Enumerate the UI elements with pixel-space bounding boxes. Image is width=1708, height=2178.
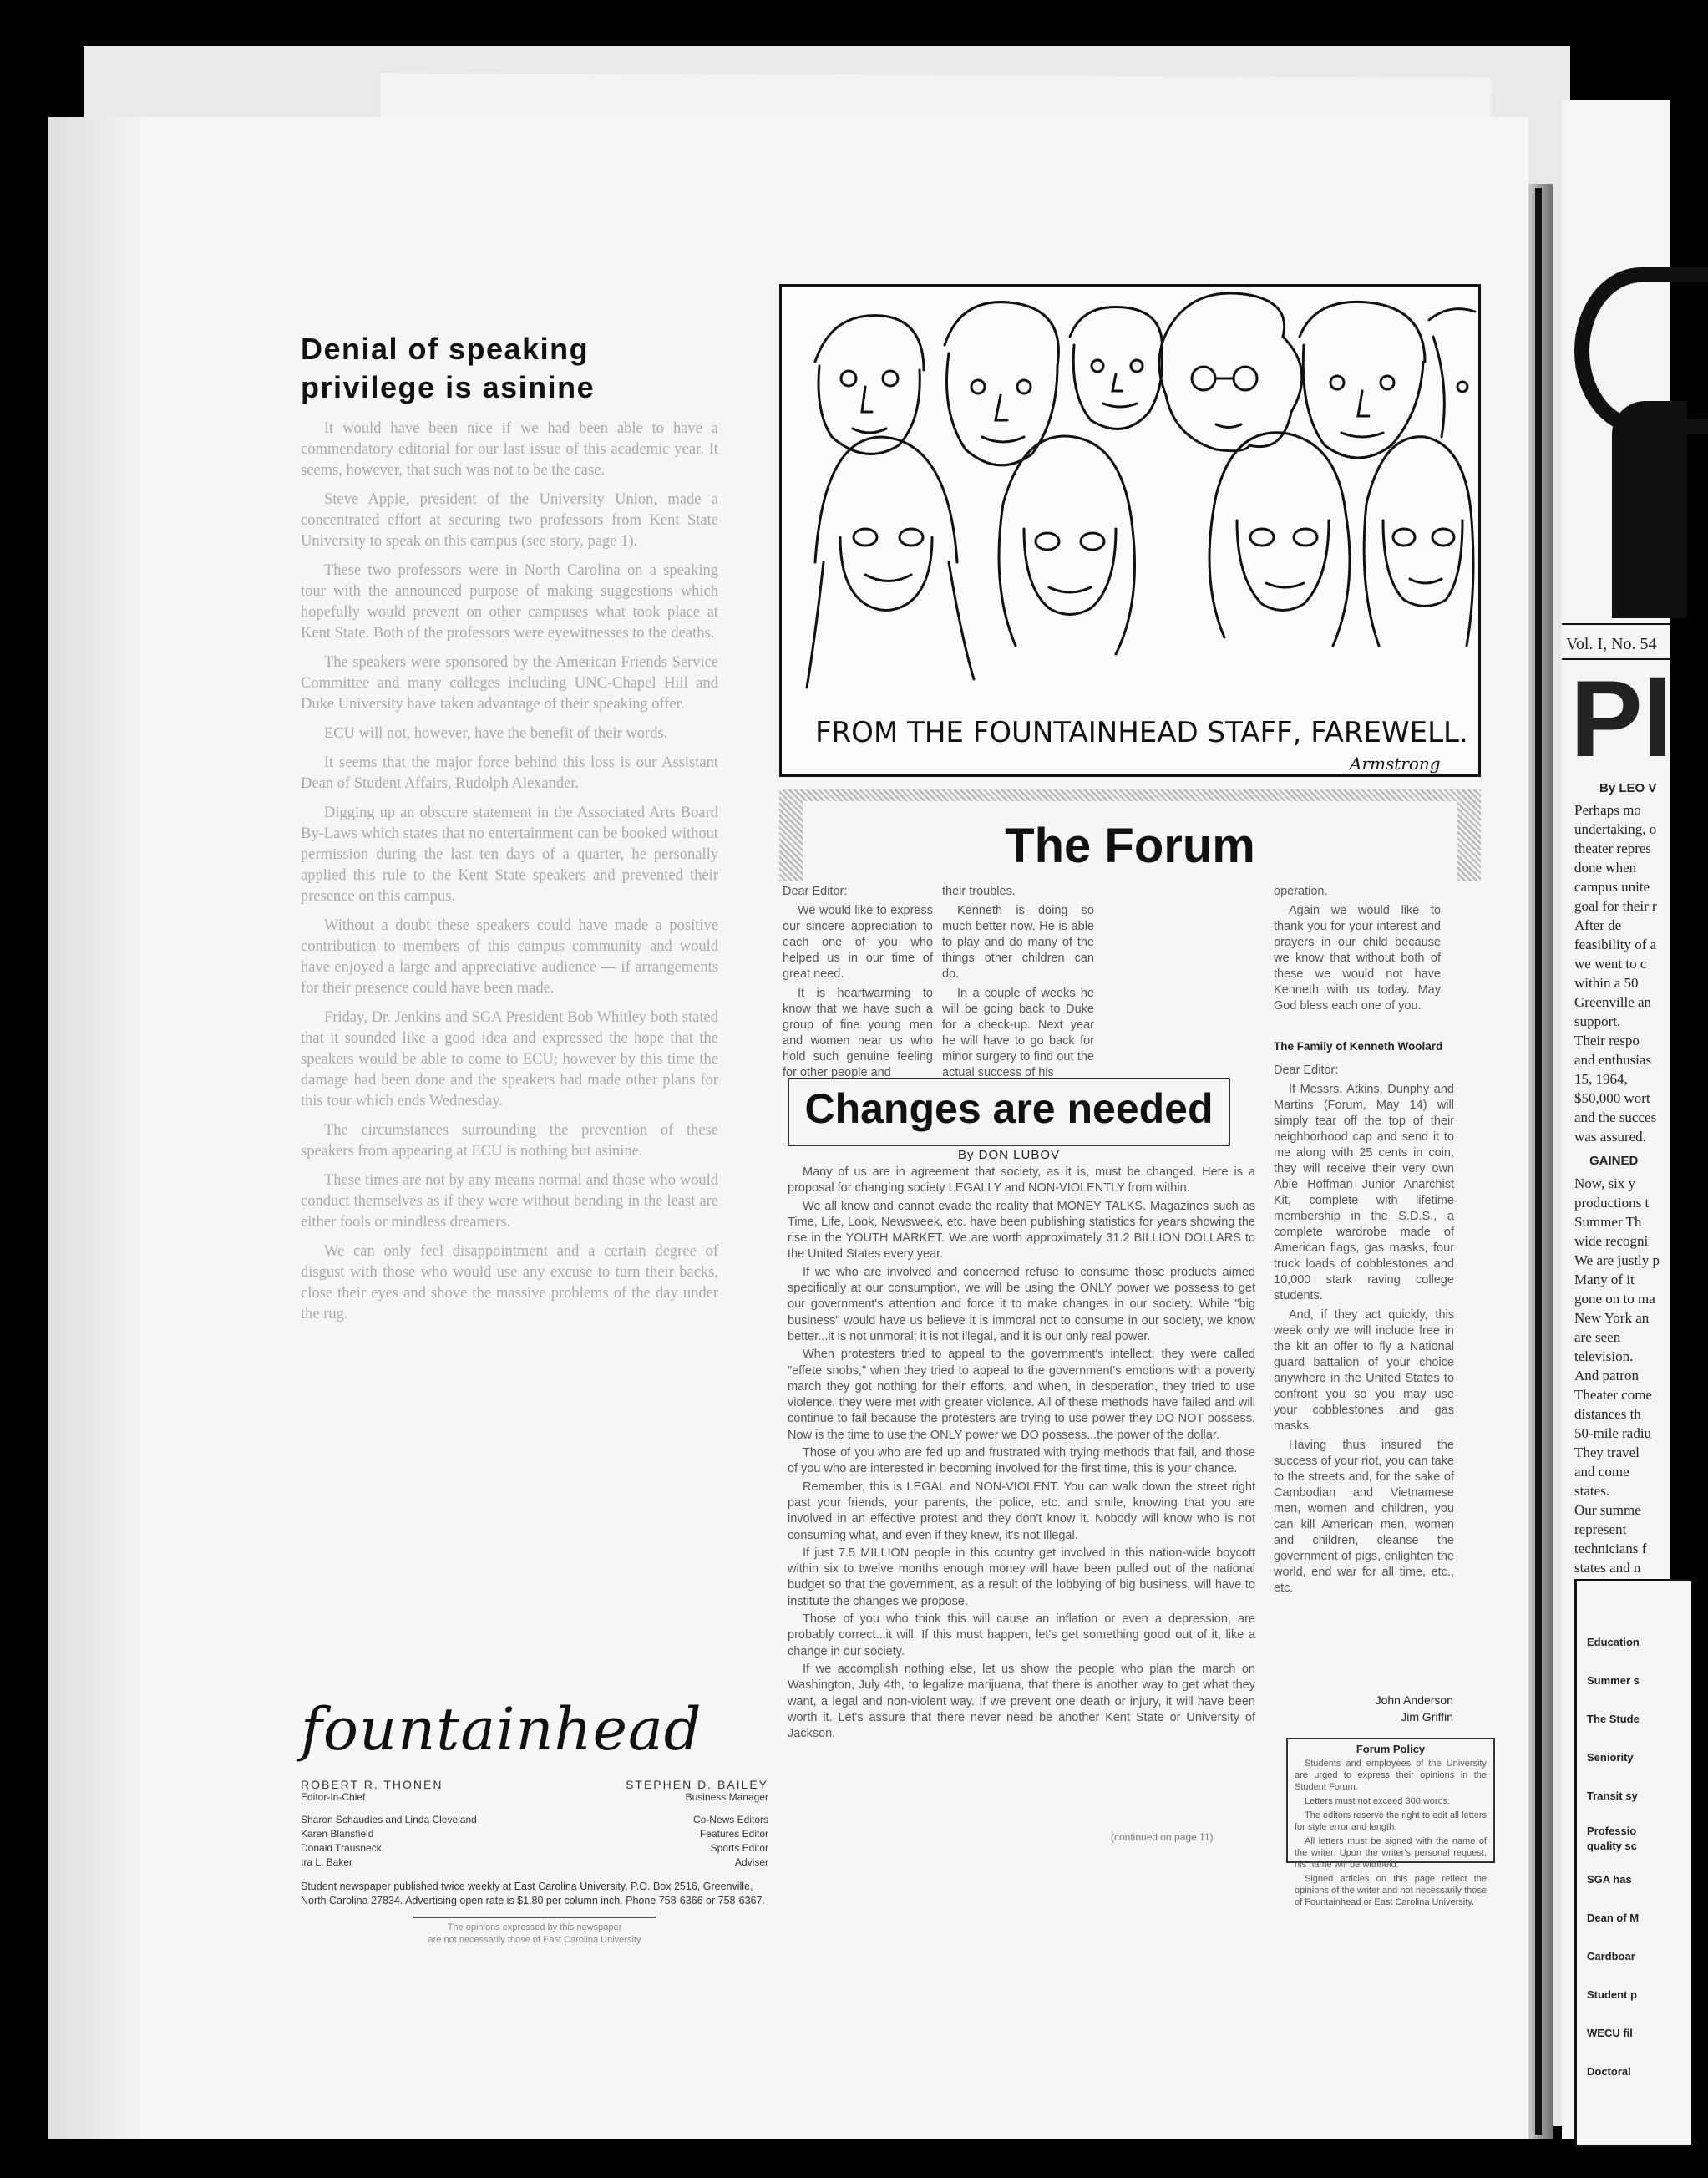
text-line: Perhaps mo: [1574, 802, 1641, 818]
text-line: television.: [1574, 1348, 1634, 1364]
index-item: Student p: [1587, 1988, 1637, 2001]
letter-signatures: [1303, 1692, 1453, 1725]
index-item: Seniority: [1587, 1751, 1634, 1764]
editorial-paragraph: Without a doubt these speakers could have made a positive contribution to members of this campus community and would have enjoyed a large and appreciative audience — if arrangements for their presence could have been made.: [301, 917, 718, 997]
editorial-title: [301, 330, 718, 407]
letter-paragraph: Having thus insured the success of your riot, you can take to the streets and, for the sake of Cambodian and Vietnamese men, women and children, you can kill American men, women and children, cleanse the government of pigs, enlighten the world, end war for all time, etc., etc.: [1274, 1439, 1454, 1595]
text-line: New York an: [1574, 1310, 1650, 1326]
forum-banner: [779, 789, 1481, 881]
policy-paragraph: Students and employees of the University are urged to express their opinions in the Student Forum.: [1295, 1759, 1487, 1792]
staff-row: [301, 1856, 768, 1870]
divider: [1562, 623, 1670, 625]
text-line: gone on to ma: [1574, 1291, 1655, 1307]
letter-paragraph: operation.: [1274, 885, 1328, 898]
text-line: distances th: [1574, 1406, 1641, 1422]
editorial-paragraph: These times are not by any means normal and those who would conduct themselves as if they were without bending in the least are either fools or mindless dreamers.: [301, 1172, 718, 1231]
index-item: quality sc: [1587, 1840, 1637, 1852]
face-illustration: [1300, 302, 1425, 458]
text-line: Our summe: [1574, 1502, 1641, 1518]
text-line: and the succes: [1574, 1109, 1657, 1125]
face-illustration: [1429, 309, 1475, 437]
face-illustration: [1209, 433, 1350, 646]
cartoon-signature: Armstrong: [1350, 754, 1441, 774]
continued-note: (continued on page 11): [1111, 1831, 1214, 1843]
editorial-paragraph: Friday, Dr. Jenkins and SGA President Bob Whitley both stated that it sounded like a good idea and expressed the hope that the speakers would be able to come to ECU; however by this time the damage had been done and the speakers had made other plans for this tour which ends Wednesday.: [301, 1009, 718, 1109]
letter-signature: The Family of Kenneth Woolard: [1274, 1040, 1443, 1053]
staff-row: [301, 1827, 768, 1841]
staff-row: [301, 1841, 768, 1856]
letter-salutation: Dear Editor:: [1274, 1064, 1339, 1077]
forum-title: The Forum: [1005, 819, 1255, 873]
text-line: Summer Th: [1574, 1214, 1642, 1230]
text-line: Greenville an: [1574, 994, 1652, 1010]
letter-paragraph: Kenneth is doing so much better now. He is able to play and do many of the things other children can do.: [942, 904, 1094, 981]
text-line: After de: [1574, 917, 1622, 933]
text-line: We are justly p: [1574, 1252, 1660, 1268]
adjacent-page: [1562, 100, 1673, 2139]
text-line: feasibility of a: [1574, 937, 1657, 952]
editorial-paragraph: We can only feel disappointment and a certain degree of disgust with those who would use any excuse to turn their backs, close their eyes and shove the massive problems of the day under the rug.: [301, 1243, 718, 1323]
letter-paragraph: And, if they act quickly, this week only we will include free in the kit an offer to fly a National guard battalion of your choice anywhere in the United States to confront you so you may use your cobblestones and gas masks.: [1274, 1308, 1454, 1433]
letter-paragraph: We would like to express our sincere appreciation to each one of you who helped us in our time of great need.: [783, 904, 933, 981]
staff-list: [301, 1813, 768, 1870]
text-line: Their respo: [1574, 1033, 1640, 1048]
letter-paragraph: Again we would like to thank you for your interest and prayers in our child because we know that without both of these we would not have Kenneth with us today. May God bless each one of you.: [1274, 904, 1441, 1013]
text-line: done when: [1574, 860, 1637, 876]
index-item: Doctoral: [1587, 2065, 1631, 2078]
face-illustration: [807, 437, 974, 688]
text-line: They travel: [1574, 1444, 1640, 1460]
byline: By DON LUBOV: [957, 1148, 1061, 1162]
editorial-title-line2: privilege is asinine: [301, 370, 596, 404]
editorial-paragraph: The speakers were sponsored by the American Friends Service Committee and many colleges including UNC-Chapel Hill and Duke University have taken advantage of their speaking offer.: [301, 654, 718, 713]
article-paragraph: Those of you who think this will cause an inflation or even a depression, are probably correct...it will. If this must happen, let's get something good out of it, like a change in our society.: [788, 1612, 1255, 1658]
text-line: goal for their r: [1574, 898, 1657, 914]
staff-role: Sports Editor: [710, 1842, 768, 1854]
article-paragraph: If we accomplish nothing else, let us show the people who plan the march on Washington, July 4th, to legalize marijuana, that there is another way to get what they want, a legal and non-violent way. If we prevent one death or injury, it will have been worth it. Let's assure that there never need be another Kent State or University of Jackson.: [788, 1662, 1255, 1741]
editorial-paragraph: ECU will not, however, have the benefit of their words.: [324, 725, 668, 742]
text-line: and come: [1574, 1464, 1629, 1480]
page-shadow: [48, 117, 149, 2139]
text-line: Now, six y: [1574, 1175, 1636, 1191]
changes-title: Changes are needed: [804, 1085, 1214, 1132]
text-line: represent: [1574, 1521, 1627, 1537]
text-line: support.: [1574, 1013, 1621, 1029]
staff-role: Adviser: [734, 1856, 768, 1868]
text-line: wide recogni: [1574, 1233, 1649, 1249]
staff-name: Ira L. Baker: [301, 1856, 353, 1868]
index-item: Education: [1587, 1636, 1640, 1648]
manager-role: Business Manager: [685, 1791, 768, 1803]
text-line: are seen: [1574, 1329, 1621, 1345]
index-item: WECU fil: [1587, 2027, 1633, 2039]
text-line: theater repres: [1574, 840, 1652, 856]
face-illustration: [1070, 307, 1162, 429]
masthead-fragment: [1612, 401, 1687, 618]
article-paragraph: Remember, this is LEGAL and NON-VIOLENT. You can walk down the street right past your friends, your parents, the police, etc. and smile, knowing that you are involved in an effective protest and they don't know it. Nobody will know who is not consuming what, and even if they knew, it's not Illegal.: [788, 1480, 1255, 1542]
editor-role: Editor-In-Chief: [301, 1791, 366, 1803]
staff-row: [301, 1813, 768, 1827]
cartoon-caption: FROM THE FOUNTAINHEAD STAFF, FAREWELL.: [815, 716, 1468, 749]
text-line: states.: [1574, 1483, 1610, 1499]
staff-name: Sharon Schaudies and Linda Cleveland: [301, 1814, 477, 1825]
article-paragraph: When protesters tried to appeal to the government's intellect, they were called "effete snobs," when they tried to appeal to the government's emotions with a poverty march they got nothing for their efforts, and when, in desperation, they tried to use violence, they were met with greater violence. All of these methods have failed and will continue to fail because the protesters are trying to use power they DO NOT possess. Now is the time to use the ONLY power we DO possess...the power of the dollar.: [788, 1348, 1255, 1442]
binding-gutter: [1535, 188, 1542, 2135]
forum-letter-column: [1274, 1063, 1454, 1664]
text-line: 50-mile radiu: [1574, 1425, 1652, 1441]
editorial-paragraph: Steve Appie, president of the University Union, made a concentrated effort at securing two professors from Kent State University to speak on this campus (see story, page 1).: [301, 491, 718, 550]
editorial-paragraph: It would have been nice if we had been able to have a commendatory editorial for our last issue of this academic year. It seems, however, that such was not to be the case.: [301, 420, 718, 479]
text-line: $50,000 wort: [1574, 1090, 1650, 1106]
staff-role: Features Editor: [699, 1828, 768, 1840]
article-paragraph: If just 7.5 MILLION people in this country get involved in this nation-wide boycott within six to twelve months enough money will have been pulled out of the national budget so that the government, as a result of the lobbying of big business, will have to institute the changes we propose.: [788, 1546, 1255, 1608]
text-line: Theater come: [1574, 1387, 1652, 1403]
forum-policy-body: [1295, 1758, 1487, 1908]
letter-signature: John Anderson: [1375, 1693, 1453, 1707]
policy-paragraph: All letters must be signed with the name of the writer. Upon the writer's personal request, his name will be withheld.: [1295, 1836, 1487, 1870]
text-line: undertaking, o: [1574, 821, 1657, 837]
manager-name: STEPHEN D. BAILEY: [626, 1778, 768, 1791]
headline-fragment: Pl: [1570, 657, 1673, 779]
byline-fragment: By LEO V: [1599, 781, 1657, 795]
letter-paragraph: their troubles.: [942, 885, 1016, 898]
index-item: Summer s: [1587, 1674, 1640, 1687]
face-illustration: [1159, 293, 1302, 451]
editorial-paragraph: These two professors were in North Carolina on a speaking tour with the announced purpose of making suggestions which hopefully would prevent on other campuses what took place at Kent State. Both of the professors were eyewitnesses to the deaths.: [301, 562, 718, 642]
article-fragment: [1574, 800, 1660, 1597]
staff-name: Karen Blansfield: [301, 1828, 374, 1840]
editorial-body: [301, 419, 718, 1325]
editorial: [301, 330, 718, 1333]
index-box: [1574, 1579, 1691, 2147]
article-paragraph: We all know and cannot evade the reality that MONEY TALKS. Magazines such as Time, Life, Look, Newsweek, etc. have been publishing statistics for years showing the rise in the YOUTH MARKET. We are worth approximately 31.2 BILLION DOLLARS to the United States every year.: [788, 1199, 1255, 1262]
index-item: Cardboar: [1587, 1950, 1635, 1962]
letter-signature: Jim Griffin: [1401, 1710, 1453, 1724]
forum-banner-inner: [803, 801, 1457, 881]
letter-paragraph: If Messrs. Atkins, Dunphy and Martins (Forum, May 14) will simply tear off the top of their neighborhood cap and send it to me along with 25 cents in coin, they will receive their very own Abie Hoffman Junior Anarchist Kit, complete with lifetime membership in the S.D.S., a complete wardrobe made of American flags, gas masks, four truck loads of cobblestones and 10,000 stark raving college students.: [1274, 1083, 1454, 1302]
text-line: productions t: [1574, 1195, 1650, 1211]
policy-paragraph: Letters must not exceed 300 words.: [1305, 1796, 1451, 1806]
staff-box: [301, 1778, 768, 1947]
face-illustration: [1364, 437, 1473, 646]
staff-role: Co-News Editors: [692, 1814, 768, 1825]
text-line: was assured.: [1574, 1129, 1646, 1145]
disclaimer-line: are not necessarily those of East Carolina University: [428, 1935, 641, 1945]
article-paragraph: Many of us are in agreement that society, as it is, must be changed. Here is a proposal for changing society LEGALLY and NON-VIOLENTLY from within.: [788, 1165, 1255, 1196]
text-line: And patron: [1574, 1368, 1639, 1383]
letter-paragraph: In a couple of weeks he will be going back to Duke for a check-up. Next year he will have to go back for minor surgery to find out the actual success of his: [942, 987, 1094, 1079]
text-line: 15, 1964,: [1574, 1071, 1628, 1087]
letter-paragraph: It is heartwarming to know that we have such a group of fine young men and women near us who hold such genuine feeling for other people and: [783, 987, 933, 1079]
face-illustration: [999, 436, 1135, 654]
divider: [413, 1917, 656, 1918]
farewell-cartoon: [779, 284, 1481, 777]
forum-letter-column: [783, 884, 933, 1079]
masthead-logo: fountainhead: [301, 1695, 702, 1764]
editorial-title-line1: Denial of speaking: [301, 332, 590, 366]
forum-letter-column: [1274, 884, 1441, 1034]
index-item: SGA has: [1587, 1873, 1632, 1886]
forum-letter-column: [942, 884, 1094, 1079]
changes-body: [788, 1165, 1255, 1829]
index-item: Dean of M: [1587, 1911, 1640, 1924]
text-line: states and n: [1574, 1560, 1641, 1576]
letter-salutation: Dear Editor:: [783, 885, 848, 898]
disclaimer-line: The opinions expressed by this newspaper: [447, 1922, 622, 1932]
changes-headline-box: [788, 1078, 1230, 1146]
policy-paragraph: The editors reserve the right to edit all letters for style error and length.: [1295, 1810, 1487, 1832]
volume-label: Vol. I, No. 54: [1566, 635, 1657, 653]
cartoon-drawing: [782, 287, 1478, 774]
face-illustration: [815, 316, 924, 454]
masthead: [301, 1696, 768, 1947]
text-line: Many of it: [1574, 1272, 1635, 1287]
editorial-paragraph: Digging up an obscure statement in the Associated Arts Board By-Laws which states that no entertainment can be booked without permission during the last ten days of a quarter, he personally applied this rule to the Kent State speakers and prevented their presence on this campus.: [301, 805, 718, 905]
index-item: Professio: [1587, 1825, 1637, 1837]
policy-paragraph: Signed articles on this page reflect the opinions of the writer and not necessarily those of Fountainhead or East Carolina University.: [1295, 1874, 1487, 1907]
staff-name: Donald Trausneck: [301, 1842, 382, 1854]
text-line: technicians f: [1574, 1541, 1647, 1556]
subhead-fragment: GAINED: [1589, 1154, 1639, 1168]
forum-policy-title: Forum Policy: [1356, 1743, 1426, 1755]
editor-name: ROBERT R. THONEN: [301, 1778, 443, 1791]
editorial-paragraph: It seems that the major force behind this loss is our Assistant Dean of Student Affairs, Rudolph Alexander.: [301, 754, 718, 792]
editorial-paragraph: The circumstances surrounding the prevention of these speakers from appearing at ECU is nothing but asinine.: [301, 1122, 718, 1160]
text-line: campus unite: [1574, 879, 1650, 895]
disclaimer: [301, 1922, 768, 1947]
text-line: we went to c: [1574, 956, 1647, 972]
index-header: [1587, 1590, 1691, 1623]
forum-policy-box: [1286, 1738, 1495, 1907]
text-line: within a 50: [1574, 975, 1639, 991]
text-line: and enthusias: [1574, 1052, 1652, 1068]
index-item: Transit sy: [1587, 1790, 1638, 1802]
publication-info: Student newspaper published twice weekly at East Carolina University, P.O. Box 2516, Greenville, North Carolina 27834. Advertising open rate is $1.80 per column inch. Phone 758-6366 or 758-6367.: [301, 1881, 765, 1906]
index-item: The Stude: [1587, 1713, 1640, 1725]
article-paragraph: If we who are involved and concerned refuse to consume those products aimed specifically at our consumption, we will be using the ONLY power we possess to get our government's attention and force it to make changes in our society. While "big business" would have us believe it is immoral not to consume in our society, we know better...it is not unmoral; it is not illegal, and it is our only real power.: [788, 1265, 1255, 1343]
article-paragraph: Those of you who are fed up and frustrated with trying methods that fail, and those of you who are interested in becoming involved for the first time, this is your chance.: [788, 1446, 1255, 1476]
